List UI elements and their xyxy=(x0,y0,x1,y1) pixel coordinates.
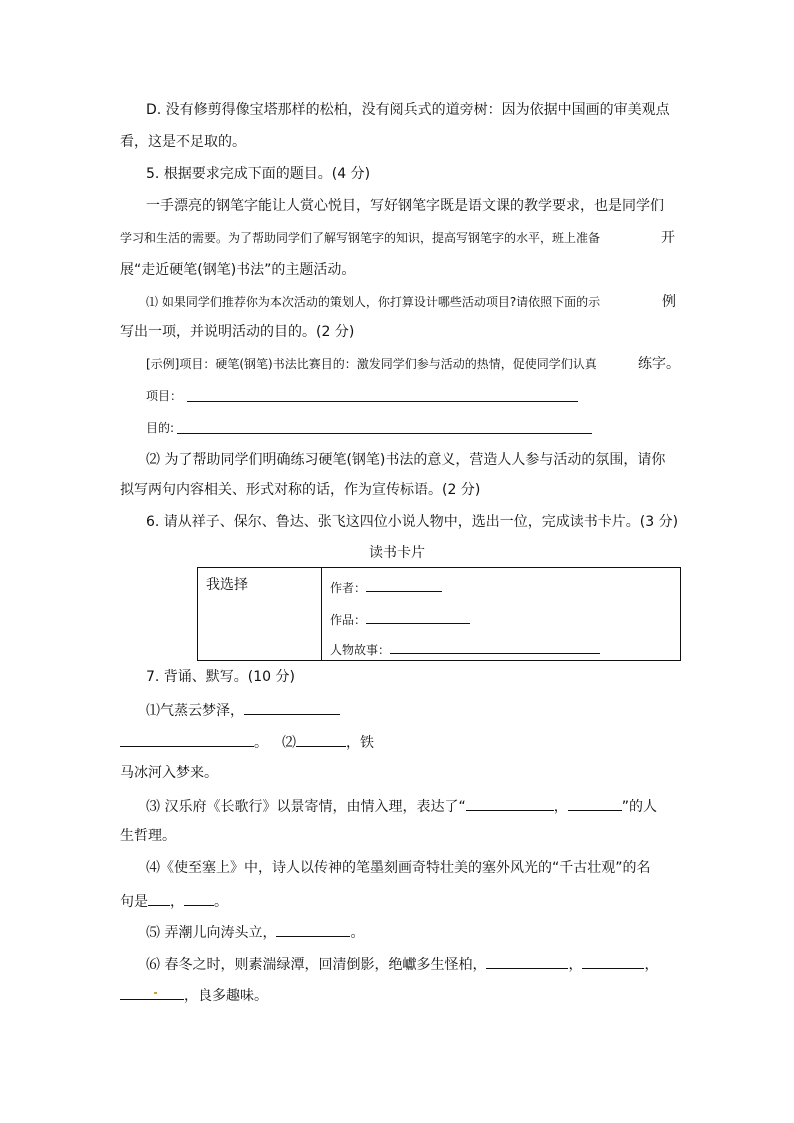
q7-s4-end: 。 xyxy=(214,894,228,910)
project-blank[interactable] xyxy=(187,386,578,402)
q7-s2-end: ，铁 xyxy=(346,735,374,751)
card-divider xyxy=(321,568,322,660)
story-label: 人物故事： xyxy=(330,643,391,657)
author-blank[interactable] xyxy=(366,576,442,592)
card-story-row xyxy=(330,638,600,658)
q7-s3-end: ”的人 xyxy=(621,799,657,815)
q5-intro-line1: 一手漂亮的钢笔字能让人赏心悦目，写好钢笔字既是语文课的教学要求，也是同学们 xyxy=(146,198,664,214)
example-line-end: 练字。 xyxy=(638,356,680,372)
q7-s6-blank1[interactable] xyxy=(486,953,568,969)
card-work-row xyxy=(330,608,470,628)
q7-s5-end: 。 xyxy=(350,925,365,941)
author-label: 作者： xyxy=(330,581,367,595)
q5-sub2-line1: ⑵ 为了帮助同学们明确练习硬笔(钢笔)书法的意义，营造人人参与活动的氛围，请你 xyxy=(146,452,666,468)
project-label: 项目： xyxy=(146,389,183,403)
q5-heading: 5. 根据要求完成下面的题目。(4 分) xyxy=(146,166,371,182)
card-choose-label: 我选择 xyxy=(206,577,248,593)
option-d-line1: D. 没有修剪得像宝塔那样的松柏，没有阅兵式的道旁树：因为依据中国画的审美观点 xyxy=(146,102,670,118)
q7-s3-blank2[interactable] xyxy=(568,795,622,811)
q7-s4-comma: ， xyxy=(170,894,184,910)
q7-s6-blank2[interactable] xyxy=(582,953,644,969)
q7-s3-line1 xyxy=(146,795,657,817)
q7-s3-text: ⑶ 汉乐府《长歌行》以景寄情，由情入理，表达了“ xyxy=(146,799,466,815)
q7-s1 xyxy=(146,699,340,721)
q5-sub2-line2: 拟写两句内容相关、形式对称的话，作为宣传标语。(2 分) xyxy=(120,482,481,498)
q5-sub1-line1-end: 例 xyxy=(662,294,676,310)
q7-s3-blank1[interactable] xyxy=(466,795,554,811)
q7-s3-line2: 生哲理。 xyxy=(120,828,176,844)
q7-s2-blank[interactable] xyxy=(296,731,346,747)
q7-s3-comma: ， xyxy=(553,799,568,815)
option-d-line2: 看，这是不足取的。 xyxy=(120,134,246,150)
q5-intro-line3: 展“走近硬笔(钢笔)书法”的主题活动。 xyxy=(120,262,356,278)
work-label: 作品： xyxy=(330,613,367,627)
q7-s6-text: ⑹ 春冬之时，则素湍绿潭，回清倒影，绝巘多生怪柏， xyxy=(146,957,487,973)
q5-sub1-line1: ⑴ 如果同学们推荐你为本次活动的策划人，你打算设计哪些活动项目?请依照下面的示 xyxy=(146,295,601,309)
ink-mark xyxy=(154,992,157,994)
q7-s6-end: ，良多趣味。 xyxy=(184,988,268,1004)
q5-intro-line2: 学习和生活的需要。为了帮助同学们了解写钢笔字的知识，提高写钢笔字的水平，班上准备 xyxy=(120,231,601,245)
q7-s4-line1: ⑷《使至塞上》中，诗人以传神的笔墨刻画奇特壮美的塞外风光的“千古壮观”的名 xyxy=(146,860,651,876)
q7-s5-blank[interactable] xyxy=(276,921,350,937)
q7-s1-end: 。 xyxy=(254,735,268,751)
q7-s4-line2 xyxy=(120,890,228,912)
q7-s5 xyxy=(146,921,364,943)
purpose-blank[interactable] xyxy=(177,418,592,434)
q7-s6-comma2: ， xyxy=(644,957,659,973)
q5-intro-line2-end: 开 xyxy=(661,230,675,246)
q7-s6-blank3[interactable] xyxy=(120,984,184,1000)
card-author-row xyxy=(330,576,442,596)
q6-heading: 6. 请从祥子、保尔、鲁达、张飞这四位小说人物中，选出一位，完成读书卡片。(3 分) xyxy=(146,514,679,530)
q7-s4-blank1[interactable] xyxy=(148,890,170,906)
q7-s4-text: 句是 xyxy=(120,894,148,910)
card-title: 读书卡片 xyxy=(369,545,425,561)
q7-s1-blank2[interactable] xyxy=(120,731,254,747)
q7-s4-blank2[interactable] xyxy=(184,890,214,906)
q7-s1-s2-line xyxy=(120,731,374,753)
q7-s6-line1 xyxy=(146,953,658,975)
example-line: [示例]项目：硬笔(钢笔)书法比赛目的：激发同学们参与活动的热情，促使同学们认真 xyxy=(146,357,597,371)
q7-s2-num: ⑵ xyxy=(282,735,296,751)
q7-heading: 7. 背诵、默写。(10 分) xyxy=(146,669,295,685)
q7-s2-line2: 马冰河入梦来。 xyxy=(120,765,218,781)
purpose-label: 目的: xyxy=(146,421,175,435)
q7-s6-line2 xyxy=(120,984,268,1006)
story-blank[interactable] xyxy=(390,638,600,654)
work-blank[interactable] xyxy=(366,608,470,624)
q5-sub1-line2: 写出一项，并说明活动的目的。(2 分) xyxy=(120,324,355,340)
q7-s5-text: ⑸ 弄潮儿向涛头立， xyxy=(146,925,277,941)
q7-s1-blank[interactable] xyxy=(244,699,340,715)
reading-card xyxy=(197,567,681,661)
q7-s1-text: ⑴气蒸云梦泽， xyxy=(146,703,244,719)
q7-s6-comma1: ， xyxy=(568,957,583,973)
